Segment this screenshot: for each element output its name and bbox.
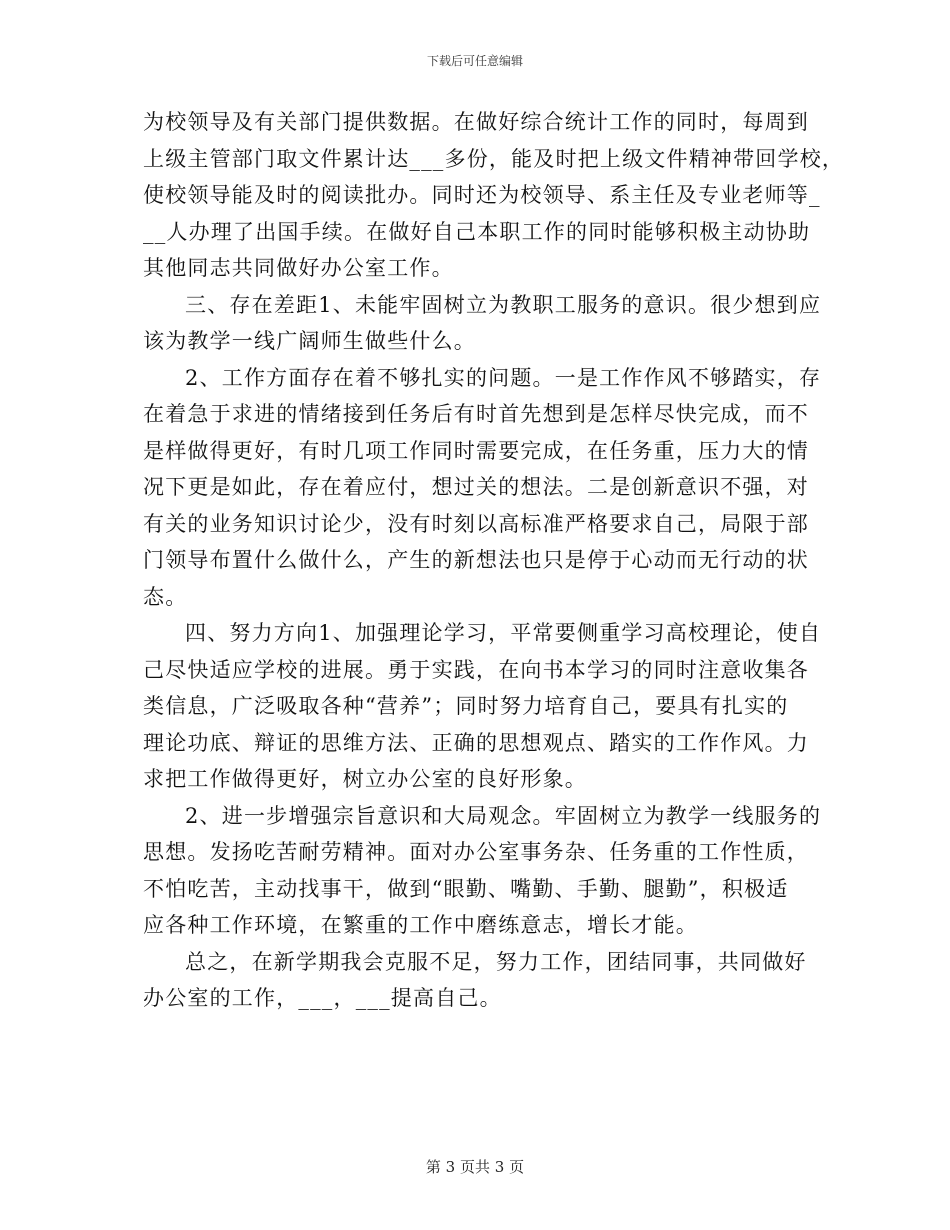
text-line: 是样做得更好，有时几项工作同时需要完成，在任务重，压力大的情 xyxy=(143,438,809,463)
text-line: 为校领导及有关部门提供数据。在做好综合统计工作的同时，每周到 xyxy=(143,110,809,134)
text-line: 2、工作方面存在着不够扎实的问题。一是工作作风不够踏实，存 xyxy=(185,365,822,390)
text-line: 不怕吃苦，主动找事干，做到“眼勤、嘴勤、手勤、腿勤”，积极适 xyxy=(143,876,789,901)
text-line: 其他同志共同做好办公室工作。 xyxy=(143,256,454,280)
text-line: __人办理了出国手续。在做好自己本职工作的同时能够积极主动协助 xyxy=(143,219,811,244)
text-line: 门领导布置什么做什么，产生的新想法也只是停于心动而无行动的状 xyxy=(143,548,809,572)
document-body xyxy=(143,104,845,1017)
text-line: 办公室的工作，___，___提高自己。 xyxy=(143,986,502,1010)
text-line: 己尽快适应学校的进展。勇于实践，在向书本学习的同时注意收集各 xyxy=(143,657,809,682)
text-line: 有关的业务知识讨论少，没有时刻以高标准严格要求自己，局限于部 xyxy=(143,511,809,536)
text-line: 态。 xyxy=(143,584,188,609)
text-line: 应各种工作环境，在繁重的工作中磨练意志，增长才能。 xyxy=(143,913,698,937)
text-line: 总之，在新学期我会克服不足，努力工作，团结同事，共同做好 xyxy=(185,949,807,974)
text-line: 思想。发扬吃苦耐劳精神。面对办公室事务杂、任务重的工作性质， xyxy=(143,840,809,864)
text-line: 使校领导能及时的阅读批办。同时还为校领导、系主任及专业老师等_ xyxy=(143,183,821,207)
text-line: 四、努力方向1、加强理论学习，平常要侧重学习高校理论，使自 xyxy=(185,621,822,645)
page-header: 下载后可任意编辑 xyxy=(426,54,523,68)
text-line: 况下更是如此，存在着应付，想过关的想法。二是创新意识不强，对 xyxy=(143,475,809,499)
text-line: 2、进一步增强宗旨意识和大局观念。牢固树立为教学一线服务的 xyxy=(185,803,822,828)
text-line: 在着急于求进的情绪接到任务后有时首先想到是怎样尽快完成，而不 xyxy=(143,402,809,426)
text-line: 求把工作做得更好，树立办公室的良好形象。 xyxy=(143,767,587,791)
text-line: 上级主管部门取文件累计达___多份，能及时把上级文件精神带回学校， xyxy=(143,146,845,171)
page-footer: 第 3 页共 3 页 xyxy=(425,1158,525,1176)
text-line: 理论功底、辩证的思维方法、正确的思想观点、踏实的工作作风。力 xyxy=(143,730,809,755)
text-line: 三、存在差距1、未能牢固树立为教职工服务的意识。很少想到应 xyxy=(185,292,822,317)
text-line: 该为教学一线广阔师生做些什么。 xyxy=(143,329,476,353)
text-line: 类信息，广泛吸取各种“营养”；同时努力培育自己，要具有扎实的 xyxy=(143,694,789,718)
